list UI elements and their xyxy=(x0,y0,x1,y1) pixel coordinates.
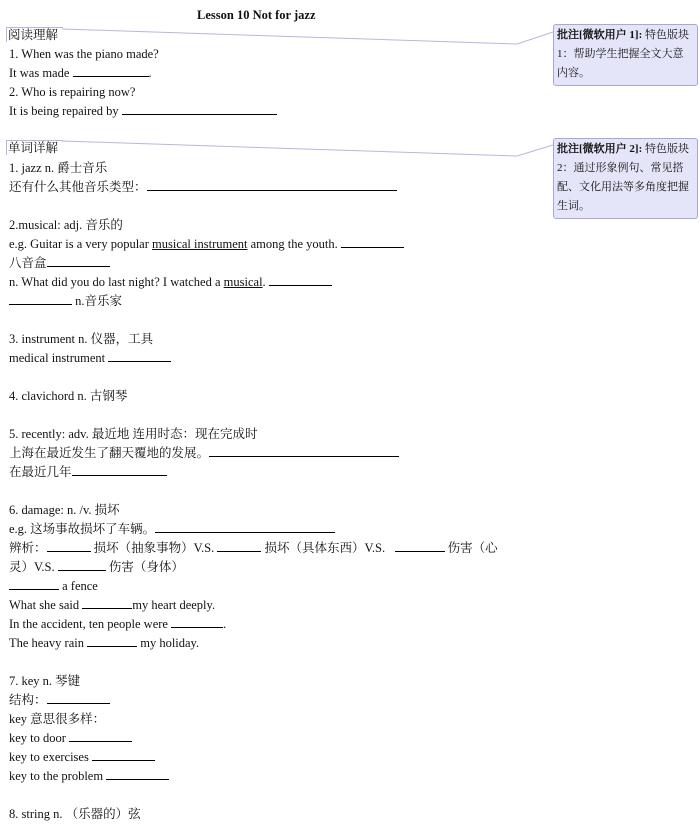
word-7-structure-text: 结构： xyxy=(9,693,47,707)
word-6-rain-post: my holiday. xyxy=(137,636,200,650)
word-2-musician-text: n.音乐家 xyxy=(72,294,123,308)
word-6-heart-blank[interactable] xyxy=(82,597,132,609)
word-6-compare-1: 辨析： xyxy=(9,541,47,555)
word-7-meanings: key 意思很多样： xyxy=(9,712,106,726)
word-6-fence-text: a fence xyxy=(59,579,98,593)
word-7-exercises-blank[interactable] xyxy=(92,749,155,761)
word-7-door xyxy=(9,730,132,746)
comment-1-text: 特色版块 1：帮助学生把握全文大意内容。 xyxy=(557,29,689,79)
word-6-rain-pre: The heavy rain xyxy=(9,636,88,650)
word-7-exercises xyxy=(9,749,155,765)
answer-1-text: It was made xyxy=(9,66,70,80)
word-3-phrase xyxy=(9,350,171,366)
answer-2-text: It is being repaired by xyxy=(9,104,119,118)
section-heading-vocab: 单词详解 xyxy=(8,141,59,155)
word-2: 2.musical: adj. 音乐的 xyxy=(9,218,123,232)
word-1: 1. jazz n. 爵士音乐 xyxy=(9,161,108,175)
comment-balloon-1[interactable] xyxy=(553,24,698,86)
word-2-noun-post: . xyxy=(262,275,266,289)
comment-2-head: 批注[微软用户 2]: xyxy=(557,143,643,155)
word-6-fence xyxy=(9,578,98,594)
lesson-title: Lesson 10 Not for jazz xyxy=(197,8,316,22)
word-7-problem-blank[interactable] xyxy=(106,768,169,780)
word-6-compare-blank-2[interactable] xyxy=(217,540,261,552)
word-4: 4. clavichord n. 古钢琴 xyxy=(9,389,128,403)
word-6-compare-6: 伤害（身体） xyxy=(105,560,184,574)
word-2-musician-blank[interactable] xyxy=(9,293,72,305)
word-5-sentence xyxy=(9,445,399,461)
word-6-compare-blank-1[interactable] xyxy=(47,540,91,552)
word-2-noun-underlined: musical xyxy=(223,275,263,289)
word-1-blank[interactable] xyxy=(147,179,397,191)
word-2-noun-pre: n. What did you do last night? I watched a xyxy=(9,275,224,289)
word-6-compare-blank-3[interactable] xyxy=(395,540,445,552)
word-3-phrase-text: medical instrument xyxy=(9,351,106,365)
word-2-music-box-text: 八音盒 xyxy=(9,256,47,270)
word-7-structure xyxy=(9,692,110,708)
word-6-compare-cont xyxy=(9,559,184,575)
word-6-rain-blank[interactable] xyxy=(87,635,137,647)
word-6-compare-blank-4[interactable] xyxy=(58,559,106,571)
word-5-phrase-text: 在最近几年 xyxy=(9,465,72,479)
word-2-music-box-blank[interactable] xyxy=(47,255,110,267)
word-6-example xyxy=(9,521,335,537)
word-6-accident-blank[interactable] xyxy=(171,616,223,628)
word-6-example-text: e.g. 这场事故损坏了车辆。 xyxy=(9,522,156,536)
word-5-sentence-blank[interactable] xyxy=(209,445,399,457)
word-7-door-text: key to door xyxy=(9,731,70,745)
answer-2 xyxy=(9,103,277,119)
word-6-example-blank[interactable] xyxy=(155,521,335,533)
word-6-accident xyxy=(9,616,226,632)
question-1: 1. When was the piano made? xyxy=(9,47,159,61)
word-2-example-pre: e.g. Guitar is a very popular xyxy=(9,237,153,251)
answer-1-blank[interactable] xyxy=(73,65,149,77)
word-6-compare-5: 灵）V.S. xyxy=(9,560,55,574)
section-heading-reading: 阅读理解 xyxy=(8,28,59,42)
word-3-blank[interactable] xyxy=(108,350,171,362)
answer-2-blank[interactable] xyxy=(122,103,277,115)
word-7: 7. key n. 琴键 xyxy=(9,674,81,688)
word-6-compare-4: 伤害（心 xyxy=(444,541,498,555)
word-6-compare-2: 损坏（抽象事物）V.S. xyxy=(90,541,215,555)
word-5: 5. recently: adv. 最近地 连用时态：现在完成时 xyxy=(9,427,258,441)
comment-2-text: 特色版块 2：通过形象例句、常见搭配、文化用法等多角度把握生词。 xyxy=(557,143,689,212)
word-5-phrase-blank[interactable] xyxy=(72,464,167,476)
word-8: 8. string n. （乐器的）弦 xyxy=(9,807,141,821)
word-6-fence-blank[interactable] xyxy=(9,578,59,590)
word-6-compare xyxy=(9,540,498,556)
word-1-task-text: 还有什么其他音乐类型： xyxy=(9,180,147,194)
word-6-compare-3: 损坏（具体东西）V.S. xyxy=(261,541,386,555)
word-2-example xyxy=(9,236,404,252)
question-2: 2. Who is repairing now? xyxy=(9,85,136,99)
word-6-accident-pre: In the accident, ten people were xyxy=(9,617,172,631)
word-3: 3. instrument n. 仪器，工具 xyxy=(9,332,154,346)
word-1-task xyxy=(9,179,397,195)
word-2-noun-blank[interactable] xyxy=(269,274,332,286)
word-7-structure-blank[interactable] xyxy=(47,692,110,704)
comment-1-head: 批注[微软用户 1]: xyxy=(557,29,643,41)
word-2-example-post: among the youth. xyxy=(247,237,338,251)
word-2-music-box xyxy=(9,255,110,271)
word-7-problem xyxy=(9,768,169,784)
word-2-example-blank[interactable] xyxy=(341,236,404,248)
word-5-sentence-text: 上海在最近发生了翻天覆地的发展。 xyxy=(9,446,210,460)
word-5-phrase xyxy=(9,464,167,480)
word-6-accident-post: . xyxy=(223,617,227,631)
word-6-rain xyxy=(9,635,199,651)
word-6-heart-post: my heart deeply. xyxy=(132,598,216,612)
word-7-exercises-text: key to exercises xyxy=(9,750,92,764)
word-7-door-blank[interactable] xyxy=(69,730,132,742)
word-2-example-underlined: musical instrument xyxy=(152,237,248,251)
word-2-musician xyxy=(9,293,122,309)
word-2-noun-example xyxy=(9,274,332,290)
answer-1: It was made . xyxy=(9,66,152,80)
word-6-heart xyxy=(9,597,215,613)
word-6: 6. damage: n. /v. 损坏 xyxy=(9,503,120,517)
word-7-problem-text: key to the problem xyxy=(9,769,107,783)
comment-balloon-2[interactable] xyxy=(553,138,698,219)
word-6-heart-pre: What she said xyxy=(9,598,83,612)
